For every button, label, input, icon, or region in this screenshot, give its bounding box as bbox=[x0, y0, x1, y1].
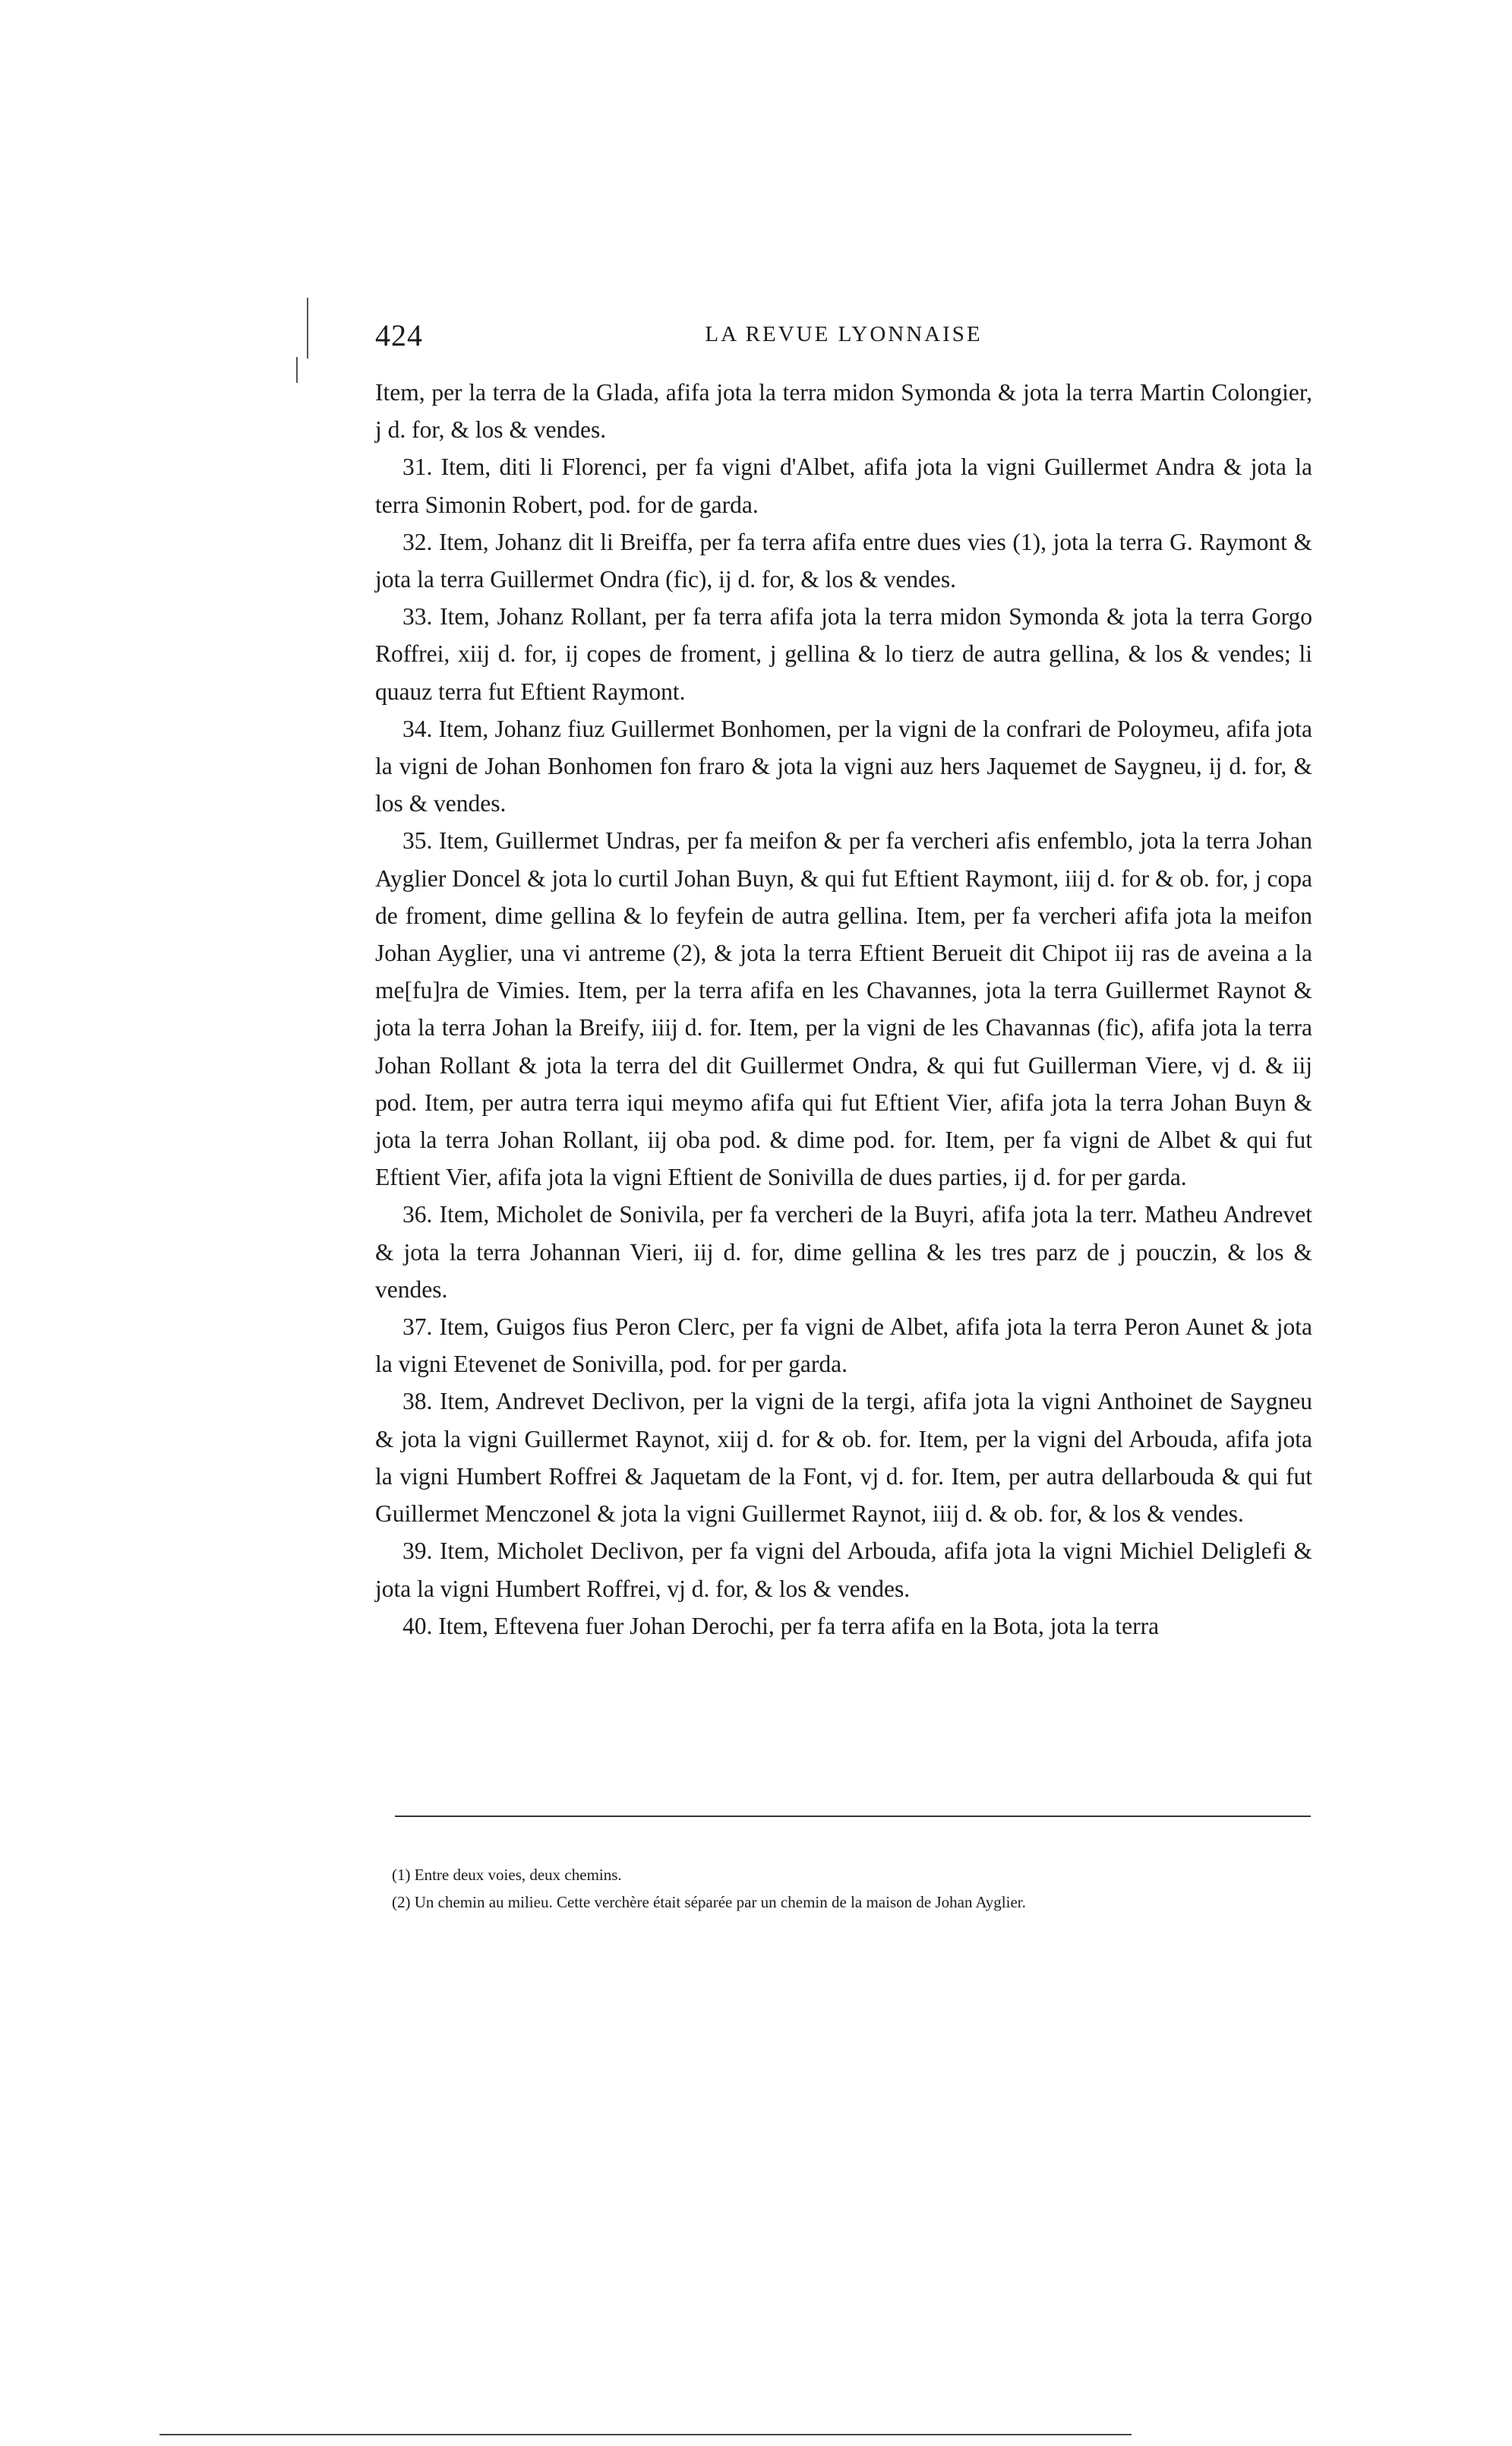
paragraph-35: 35. Item, Guillermet Undras, per fa meifon & per fa vercheri afis enfemblo, jota la terra Johan Ayglier Doncel & jota lo curtil Johan Buyn, & qui fut Eftient Raymont, iiij d. for & ob. for, j copa de froment, dime gellina & lo feyfein de autra gellina. Item, per fa vercheri afifa jota la meifon Johan Ayglier, una vi antreme (2), & jota la terra Eftient Berueit dit Chipot iij ras de aveina a la me[fu]ra de Vimies. Item, per la terra afifa en les Chavannes, jota la terra Guillermet Raynot & jota la terra Johan la Breify, iiij d. for. Item, per la vigni de les Chavannas (fic), afifa jota la terra Johan Rollant & jota la terra del dit Guillermet Ondra, & qui fut Guillerman Viere, vj d. & iij pod. Item, per autra terra iqui meymo afifa qui fut Eftient Vier, afifa jota la terra Johan Buyn & jota la terra Johan Rollant, iij oba pod. & dime pod. for. Item, per fa vigni de Albet & qui fut Eftient Vier, afifa jota la vigni Eftient de Sonivilla de dues parties, ij d. for per garda. bbox=[375, 827, 1312, 1191]
running-title: LA REVUE LYONNAISE bbox=[705, 322, 983, 346]
page-header bbox=[375, 318, 1312, 363]
body-text bbox=[375, 374, 1312, 1645]
footnote-1: (1) Entre deux voies, deux chemins. bbox=[392, 1866, 622, 1884]
paragraph-33: 33. Item, Johanz Rollant, per fa terra afifa jota la terra midon Symonda & jota la terra Gorgo Roffrei, xiij d. for, ij copes de froment, j gellina & lo tierz de autra gellina, & los & vendes; li quauz terra fut Eftient Raymont. bbox=[375, 603, 1312, 705]
paragraph-31: 31. Item, diti li Florenci, per fa vigni d'Albet, afifa jota la vigni Guillermet Andra & jota la terra Simonin Robert, pod. for de garda. bbox=[375, 453, 1312, 518]
paragraph-40: 40. Item, Eftevena fuer Johan Derochi, per fa terra afifa en la Bota, jota la terra bbox=[402, 1612, 1160, 1639]
paragraph: Item, per la terra de la Glada, afifa jota la terra midon Symonda & jota la terra Martin Colongier, j d. for, & los & vendes. bbox=[375, 379, 1312, 444]
footnote-divider bbox=[395, 1816, 1311, 1817]
paragraph-39: 39. Item, Micholet Declivon, per fa vigni del Arbouda, afifa jota la vigni Michiel Deliglefi & jota la vigni Humbert Roffrei, vj d. for, & los & vendes. bbox=[375, 1537, 1312, 1602]
footnotes bbox=[392, 1861, 1312, 1916]
margin-bracket-mark bbox=[307, 298, 308, 359]
bottom-scan-rule bbox=[159, 2434, 1132, 2435]
margin-tick-mark bbox=[296, 357, 298, 383]
paragraph-37: 37. Item, Guigos fius Peron Clerc, per fa vigni de Albet, afifa jota la terra Peron Aunet & jota la vigni Etevenet de Sonivilla, pod. for per garda. bbox=[375, 1313, 1312, 1378]
footnote-2: (2) Un chemin au milieu. Cette verchère était séparée par un chemin de la maison de Johan Ayglier. bbox=[392, 1893, 1026, 1911]
paragraph-34: 34. Item, Johanz fiuz Guillermet Bonhomen, per la vigni de la confrari de Poloymeu, afifa jota la vigni de Johan Bonhomen fon fraro & jota la vigni auz hers Jaquemet de Saygneu, ij d. for, & los & vendes. bbox=[375, 715, 1312, 817]
page-number: 424 bbox=[375, 318, 423, 352]
paragraph-36: 36. Item, Micholet de Sonivila, per fa vercheri de la Buyri, afifa jota la terr. Matheu Andrevet & jota la terra Johannan Vieri, iij d. for, dime gellina & les tres parz de j pouczin, & los & vendes. bbox=[375, 1201, 1312, 1303]
paragraph-38: 38. Item, Andrevet Declivon, per la vigni de la tergi, afifa jota la vigni Anthoinet de Saygneu & jota la vigni Guillermet Raynot, xiij d. for & ob. for. Item, per la vigni del Arbouda, afifa jota la vigni Humbert Roffrei & Jaquetam de la Font, vj d. for. Item, per autra dellarbouda & qui fut Guillermet Menczonel & jota la vigni Guillermet Raynot, iiij d. & ob. for, & los & vendes. bbox=[375, 1388, 1312, 1528]
paragraph-32: 32. Item, Johanz dit li Breiffa, per fa terra afifa entre dues vies (1), jota la terra G. Raymont & jota la terra Guillermet Ondra (fic), ij d. for, & los & vendes. bbox=[375, 528, 1312, 593]
